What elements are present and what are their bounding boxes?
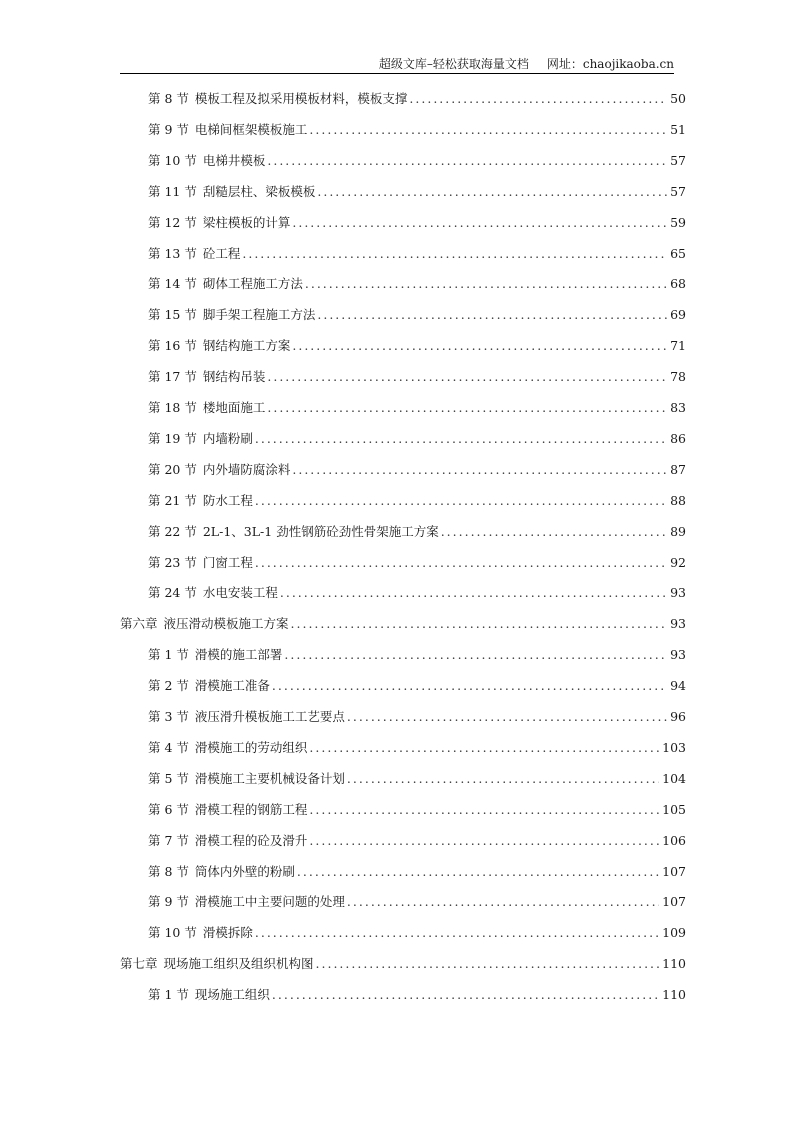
toc-dot-leader — [291, 615, 668, 633]
toc-entry-title: 内墙粉刷 — [202, 430, 253, 446]
toc-section-entry[interactable] — [148, 306, 686, 324]
toc-entry-label: 第 3 节 — [148, 709, 189, 724]
toc-dot-leader — [317, 306, 667, 324]
toc-section-entry[interactable] — [148, 245, 686, 263]
toc-section-entry[interactable] — [148, 801, 686, 819]
toc-chapter-entry[interactable] — [120, 615, 686, 633]
toc-section-entry[interactable] — [148, 492, 686, 510]
toc-section-entry[interactable] — [148, 523, 686, 541]
toc-section-entry[interactable] — [148, 430, 686, 448]
page-header — [120, 56, 674, 74]
toc-dot-leader — [292, 214, 667, 232]
toc-entry-page: 59 — [670, 214, 686, 230]
toc-dot-leader — [272, 986, 659, 1004]
toc-entry-label: 第 17 节 — [148, 369, 197, 385]
toc-entry-label: 第 18 节 — [148, 400, 197, 415]
toc-entry-label: 第 4 节 — [148, 739, 189, 755]
toc-dot-leader — [292, 461, 667, 479]
toc-entry-page: 86 — [670, 430, 686, 446]
toc-entry-title: 水电安装工程 — [202, 585, 278, 601]
toc-entry-page: 87 — [670, 461, 686, 477]
toc-section-entry[interactable] — [148, 461, 686, 479]
toc-dot-leader — [316, 955, 660, 973]
header-text: 超级文库–轻松获取海量文档 — [378, 57, 529, 71]
toc-entry-page: 88 — [670, 492, 686, 508]
toc-entry-page: 109 — [662, 925, 686, 941]
toc-entry-label: 第 12 节 — [148, 214, 197, 230]
toc-section-entry[interactable] — [148, 770, 686, 788]
toc-entry-page: 93 — [670, 647, 686, 663]
toc-section-entry[interactable] — [148, 924, 686, 942]
toc-entry-title: 2L-1、3L-1 劲性钢筋砼劲性骨架施工方案 — [202, 523, 439, 539]
toc-entry-title: 楼地面施工 — [202, 400, 266, 415]
toc-section-entry[interactable] — [148, 708, 686, 726]
toc-section-entry[interactable] — [148, 275, 686, 293]
toc-entry-label: 第 23 节 — [148, 554, 197, 570]
toc-dot-leader — [267, 368, 667, 386]
toc-dot-leader — [309, 832, 659, 850]
toc-entry-page: 68 — [670, 276, 686, 292]
toc-section-entry[interactable] — [148, 90, 686, 108]
toc-entry-label: 第 6 节 — [148, 801, 189, 817]
toc-entry-page: 51 — [670, 121, 686, 137]
toc-entry-label: 第 9 节 — [148, 121, 189, 137]
toc-section-entry[interactable] — [148, 214, 686, 232]
toc-entry-title: 门窗工程 — [202, 554, 253, 570]
toc-section-entry[interactable] — [148, 152, 686, 170]
toc-entry-label: 第 13 节 — [148, 245, 197, 261]
toc-entry-label: 第 10 节 — [148, 925, 197, 941]
toc-entry-page: 107 — [662, 894, 686, 910]
toc-dot-leader — [441, 523, 667, 541]
toc-entry-page: 103 — [662, 739, 686, 755]
toc-entry-title: 梁柱模板的计算 — [202, 214, 291, 230]
toc-entry-page: 93 — [670, 585, 686, 601]
toc-entry-page: 83 — [670, 400, 686, 415]
toc-entry-title: 滑模施工主要机械设备计划 — [194, 770, 345, 786]
toc-entry-page: 110 — [662, 987, 686, 1003]
toc-entry-page: 104 — [662, 770, 686, 786]
toc-entry-label: 第七章 — [120, 956, 158, 972]
toc-section-entry[interactable] — [148, 337, 686, 355]
toc-entry-title: 钢结构施工方案 — [202, 338, 291, 354]
toc-entry-page: 57 — [670, 183, 686, 199]
toc-dot-leader — [347, 770, 659, 788]
header-site: 网址：chaojikaoba.cn — [546, 57, 674, 71]
toc-section-entry[interactable] — [148, 832, 686, 850]
toc-dot-leader — [255, 430, 667, 448]
toc-dot-leader — [284, 646, 667, 664]
toc-section-entry[interactable] — [148, 584, 686, 602]
toc-entry-page: 110 — [662, 956, 686, 972]
toc-entry-title: 电梯间框架模板施工 — [194, 121, 308, 137]
toc-entry-page: 106 — [662, 832, 686, 848]
toc-entry-title: 液压滑升模板施工工艺要点 — [194, 709, 345, 724]
toc-entry-title: 滑模施工准备 — [194, 678, 270, 694]
toc-dot-leader — [255, 554, 667, 572]
toc-entry-label: 第 19 节 — [148, 430, 197, 446]
toc-entry-page: 65 — [670, 245, 686, 261]
toc-entry-label: 第 1 节 — [148, 987, 189, 1003]
toc-entry-page: 89 — [670, 523, 686, 539]
toc-dot-leader — [317, 183, 667, 201]
toc-dot-leader — [267, 399, 667, 417]
toc-entry-title: 电梯井模板 — [202, 152, 266, 168]
toc-entry-label: 第 8 节 — [148, 863, 189, 879]
toc-dot-leader — [309, 801, 659, 819]
toc-dot-leader — [255, 924, 659, 942]
toc-entry-label: 第 16 节 — [148, 338, 197, 354]
toc-section-entry[interactable] — [148, 399, 686, 417]
toc-entry-label: 第 10 节 — [148, 152, 197, 168]
toc-section-entry[interactable] — [148, 646, 686, 664]
toc-entry-title: 现场施工组织 — [194, 987, 270, 1003]
toc-entry-title: 液压滑动模板施工方案 — [163, 616, 289, 632]
toc-entry-label: 第 8 节 — [148, 91, 189, 106]
toc-entry-page: 107 — [662, 863, 686, 879]
toc-entry-page: 78 — [670, 369, 686, 385]
toc-entry-page: 93 — [670, 616, 686, 632]
toc-entry-title: 滑模施工中主要问题的处理 — [194, 894, 345, 910]
toc-entry-title: 滑模工程的钢筋工程 — [194, 801, 308, 817]
toc-dot-leader — [309, 739, 659, 757]
toc-entry-page: 57 — [670, 152, 686, 168]
toc-entry-title: 钢结构吊装 — [202, 369, 266, 385]
toc-entry-title: 脚手架工程施工方法 — [202, 307, 316, 323]
toc-section-entry[interactable] — [148, 739, 686, 757]
toc-entry-page: 96 — [670, 709, 686, 724]
toc-entry-title: 滑模的施工部署 — [194, 647, 283, 663]
toc-entry-title: 现场施工组织及组织机构图 — [163, 956, 314, 972]
toc-entry-page: 71 — [670, 338, 686, 354]
toc-entry-label: 第 5 节 — [148, 770, 189, 786]
toc-entry-title: 模板工程及拟采用模板材料，模板支撑 — [194, 91, 408, 106]
toc-entry-page: 50 — [670, 91, 686, 106]
toc-dot-leader — [280, 584, 667, 602]
toc-entry-label: 第 2 节 — [148, 678, 189, 694]
toc-entry-page: 69 — [670, 307, 686, 323]
toc-entry-label: 第 22 节 — [148, 523, 197, 539]
toc-entry-title: 砼工程 — [202, 245, 241, 261]
toc-section-entry[interactable] — [148, 863, 686, 881]
toc-entry-title: 滑模拆除 — [202, 925, 253, 941]
toc-entry-label: 第六章 — [120, 616, 158, 632]
toc-entry-label: 第 1 节 — [148, 647, 189, 663]
toc-entry-title: 刮糙层柱、梁板模板 — [202, 183, 316, 199]
toc-chapter-entry[interactable] — [120, 955, 686, 973]
toc-dot-leader — [255, 492, 667, 510]
toc-entry-label: 第 9 节 — [148, 894, 189, 910]
toc-dot-leader — [309, 121, 667, 139]
toc-entry-title: 砌体工程施工方法 — [202, 276, 303, 292]
toc-entry-title: 防水工程 — [202, 492, 253, 508]
toc-dot-leader — [347, 893, 659, 911]
toc-section-entry[interactable] — [148, 121, 686, 139]
toc-entry-label: 第 20 节 — [148, 461, 197, 477]
toc-dot-leader — [267, 152, 667, 170]
toc-entry-label: 第 15 节 — [148, 307, 197, 323]
toc-dot-leader — [292, 337, 667, 355]
toc-section-entry[interactable] — [148, 183, 686, 201]
toc-dot-leader — [305, 275, 667, 293]
toc-section-entry[interactable] — [148, 986, 686, 1004]
toc-entry-page: 105 — [662, 801, 686, 817]
toc-section-entry[interactable] — [148, 677, 686, 695]
toc-entry-title: 滑模施工的劳动组织 — [194, 739, 308, 755]
toc-dot-leader — [272, 677, 667, 695]
toc-entry-label: 第 24 节 — [148, 585, 197, 601]
toc-entry-title: 滑模工程的砼及滑升 — [194, 832, 308, 848]
toc-section-entry[interactable] — [148, 554, 686, 572]
toc-entry-title: 筒体内外壁的粉刷 — [194, 863, 295, 879]
toc-section-entry[interactable] — [148, 368, 686, 386]
toc-dot-leader — [347, 708, 667, 726]
toc-entry-label: 第 21 节 — [148, 492, 197, 508]
toc-entry-label: 第 14 节 — [148, 276, 197, 292]
toc-dot-leader — [297, 863, 659, 881]
toc-entry-page: 94 — [670, 678, 686, 694]
toc-entry-page: 92 — [670, 554, 686, 570]
toc-dot-leader — [242, 245, 667, 263]
toc-entry-label: 第 11 节 — [148, 183, 197, 199]
toc-dot-leader — [409, 90, 667, 108]
toc-section-entry[interactable] — [148, 893, 686, 911]
toc-entry-label: 第 7 节 — [148, 832, 189, 848]
toc-entry-title: 内外墙防腐涂料 — [202, 461, 291, 477]
